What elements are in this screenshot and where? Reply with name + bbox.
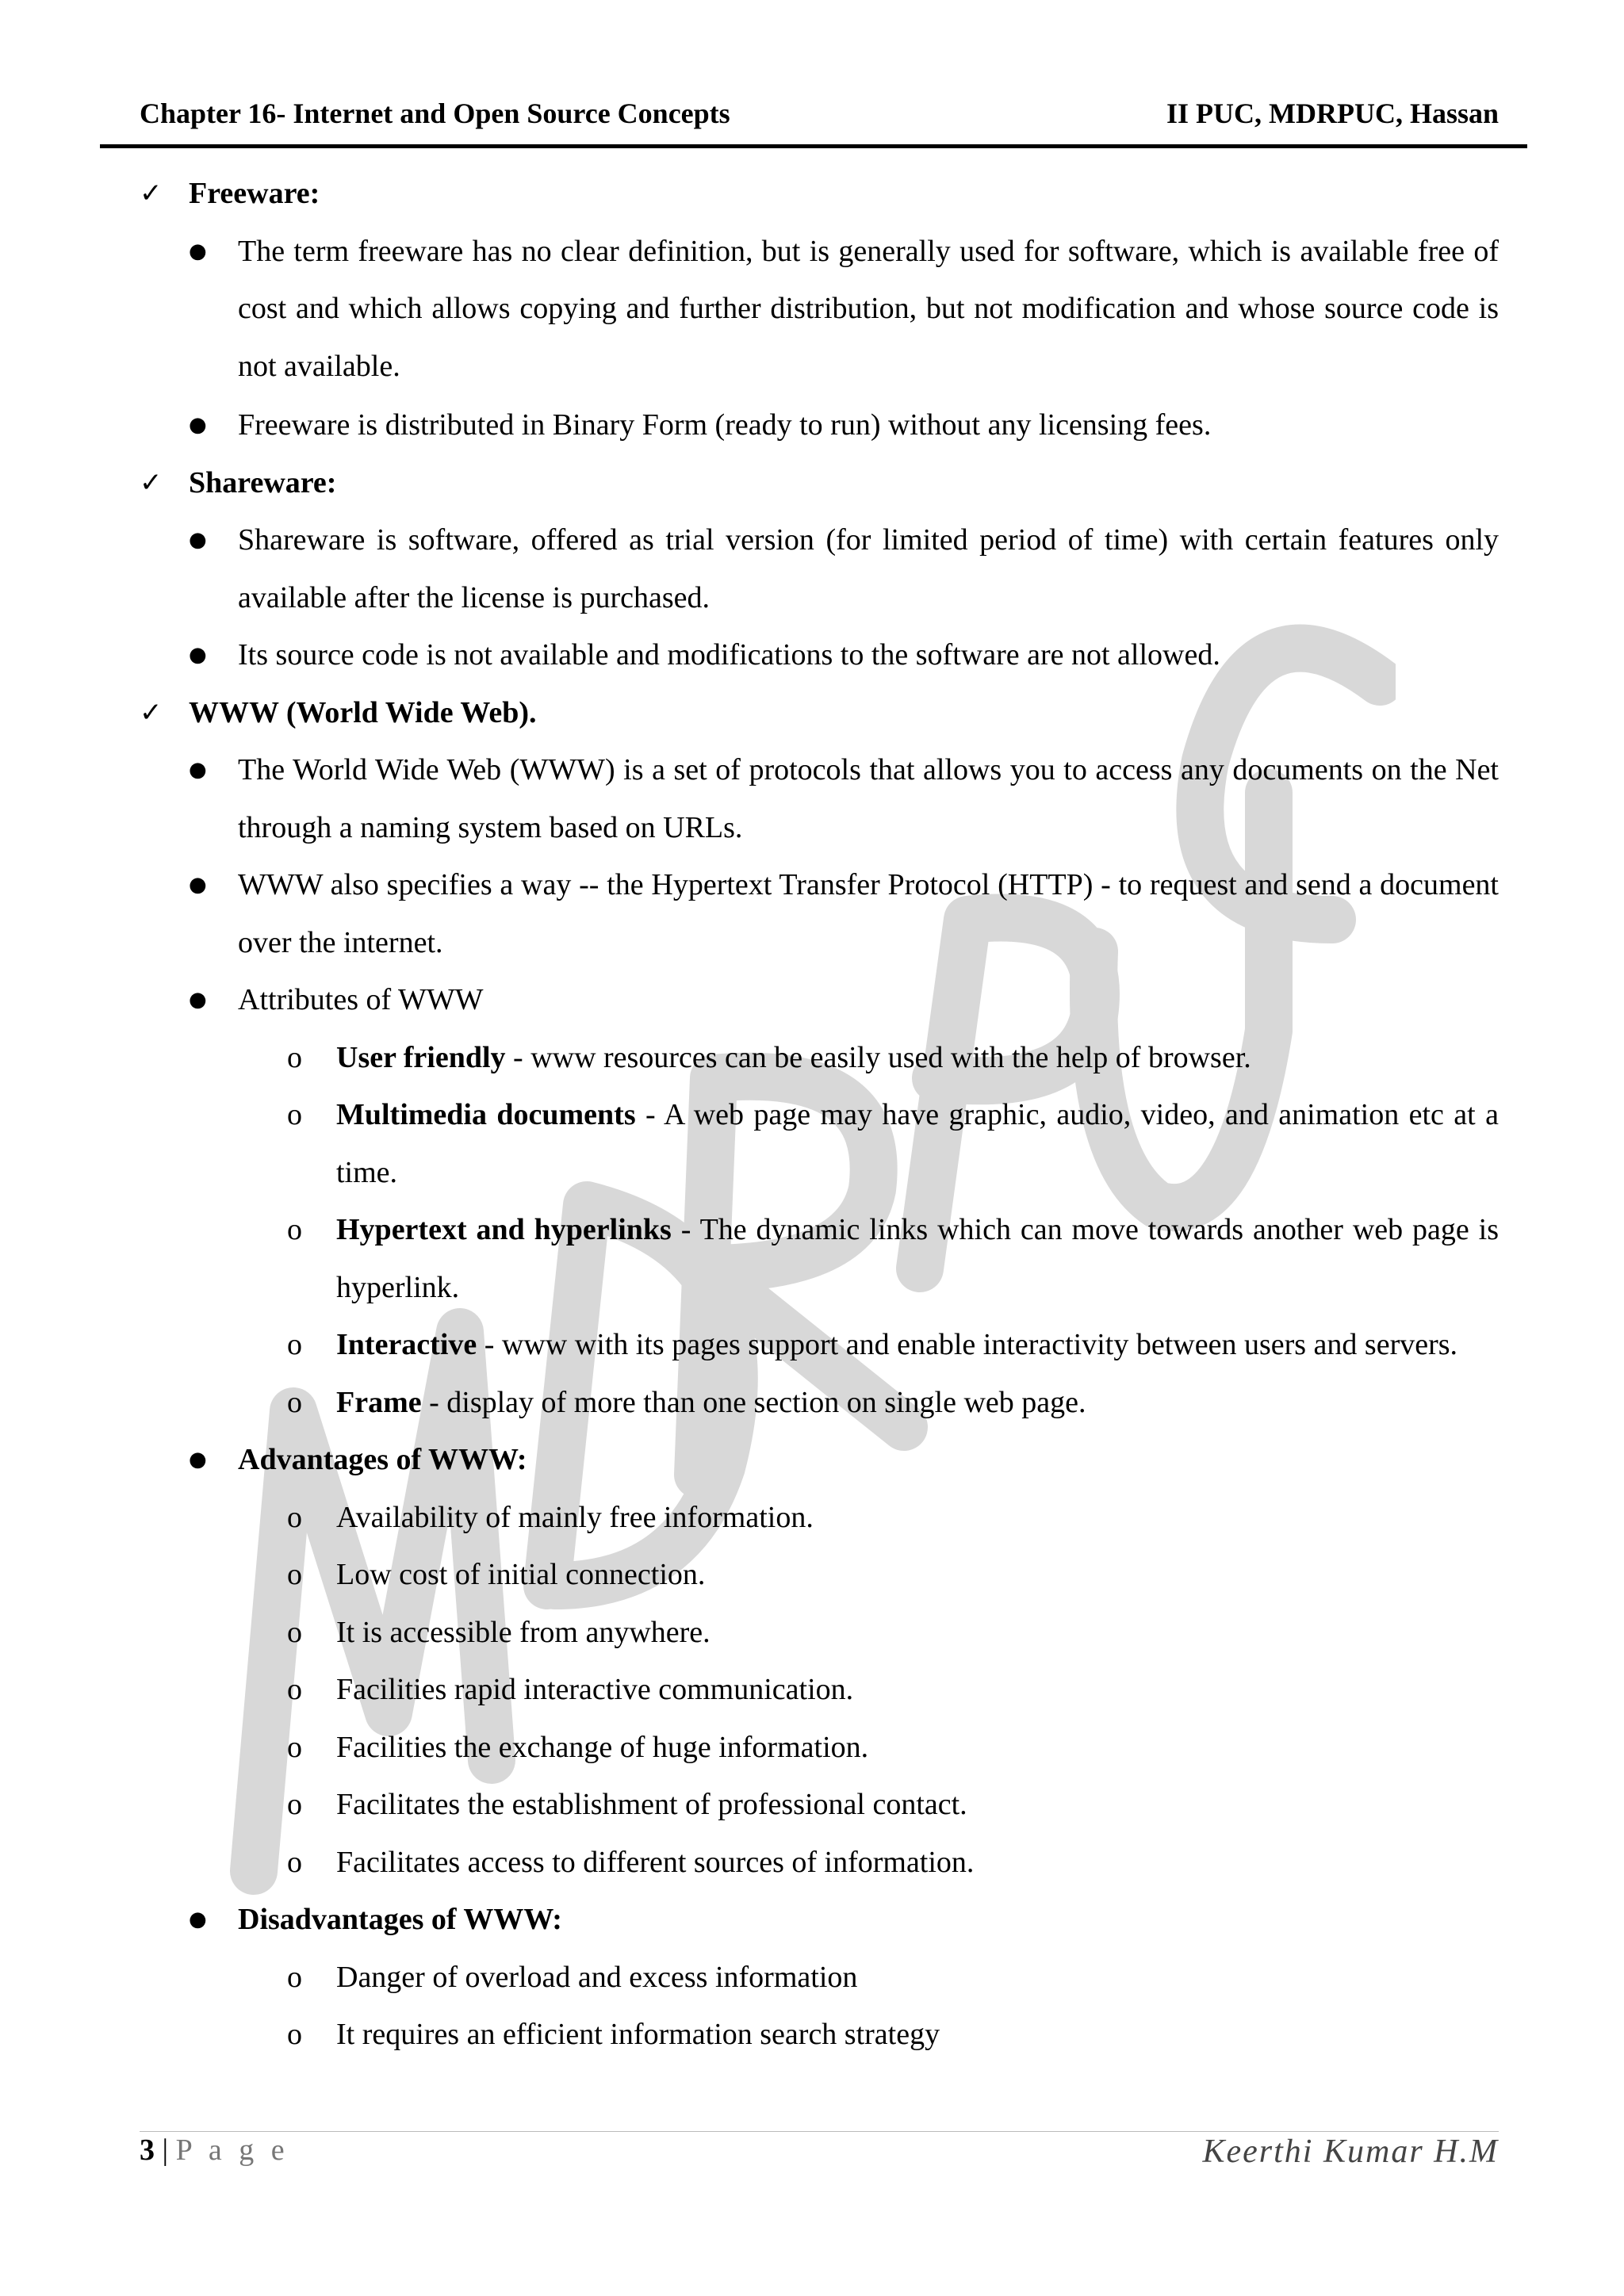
disadvantage-item: o Danger of overload and excess information <box>140 1949 1499 2007</box>
circle-bullet-icon: o <box>287 1788 302 1821</box>
circle-bullet-icon: o <box>287 1385 302 1419</box>
footer-divider <box>140 2131 1499 2132</box>
attribute-item: o Interactive - www with its pages support and enable interactivity between users and servers. <box>140 1316 1499 1374</box>
disadvantage-item: o It requires an efficient information search strategy <box>140 2006 1499 2064</box>
circle-bullet-icon: o <box>287 1558 302 1591</box>
circle-bullet-icon: o <box>287 1845 302 1879</box>
circle-bullet-icon: o <box>287 1500 302 1534</box>
circle-bullet-icon: o <box>287 1040 302 1074</box>
bullet-icon: ● <box>189 643 207 667</box>
page-number: 3 <box>140 2133 155 2167</box>
advantage-item: o Availability of mainly free information. <box>140 1489 1499 1547</box>
bullet-icon: ● <box>189 758 207 782</box>
bullet-icon: ● <box>189 1908 207 1931</box>
institute-name: II PUC, MDRPUC, Hassan <box>1166 98 1499 129</box>
circle-bullet-icon: o <box>287 1098 302 1131</box>
page-indicator: 3 | P a g e <box>140 2133 289 2167</box>
disadvantages-heading: ● Disadvantages of WWW: <box>140 1891 1499 1949</box>
advantage-item: o Facilitates the establishment of professional contact. <box>140 1776 1499 1834</box>
attribute-item: o Hypertext and hyperlinks - The dynamic links which can move towards another web page is hyperlink. <box>140 1201 1499 1316</box>
attribute-item: o Frame - display of more than one section on single web page. <box>140 1374 1499 1432</box>
section-www-heading: ✓ WWW (World Wide Web). <box>140 684 1499 742</box>
list-item: ● Shareware is software, offered as trial version (for limited period of time) with certain features only available after the license is purchased. <box>140 511 1499 626</box>
document-body <box>140 165 1499 2064</box>
page-word: P a g e <box>175 2133 289 2167</box>
circle-bullet-icon: o <box>287 1673 302 1706</box>
circle-bullet-icon: o <box>287 1730 302 1764</box>
page-footer <box>140 2133 1499 2180</box>
header-divider <box>100 144 1527 148</box>
section-freeware-heading: ✓ Freeware: <box>140 165 1499 223</box>
advantage-item: o Facilitates access to different sources of information. <box>140 1834 1499 1892</box>
list-item: ● Its source code is not available and modifications to the software are not allowed. <box>140 626 1499 684</box>
bullet-icon: ● <box>189 1448 207 1471</box>
attribute-item: o User friendly - www resources can be easily used with the help of browser. <box>140 1029 1499 1087</box>
page-header <box>140 97 1499 133</box>
checkmark-icon: ✓ <box>140 178 163 209</box>
list-item: ● Attributes of WWW <box>140 971 1499 1029</box>
checkmark-icon: ✓ <box>140 696 163 729</box>
bullet-icon: ● <box>189 528 207 552</box>
circle-bullet-icon: o <box>287 1615 302 1649</box>
bullet-icon: ● <box>189 988 207 1012</box>
list-item: ● WWW also specifies a way -- the Hypertext Transfer Protocol (HTTP) - to request and send a document over the internet. <box>140 856 1499 971</box>
circle-bullet-icon: o <box>287 1960 302 1994</box>
advantage-item: o It is accessible from anywhere. <box>140 1604 1499 1662</box>
list-item: ● The term freeware has no clear definition, but is generally used for software, which is available free of cost and which allows copying and further distribution, but not modification and whose source code is not available. <box>140 223 1499 396</box>
chapter-title: Chapter 16- Internet and Open Source Concepts <box>140 98 730 129</box>
section-shareware-heading: ✓ Shareware: <box>140 454 1499 512</box>
attribute-item: o Multimedia documents - A web page may have graphic, audio, video, and animation etc at a time. <box>140 1086 1499 1201</box>
advantages-heading: ● Advantages of WWW: <box>140 1431 1499 1489</box>
checkmark-icon: ✓ <box>140 466 163 499</box>
list-item: ● Freeware is distributed in Binary Form (ready to run) without any licensing fees. <box>140 396 1499 454</box>
circle-bullet-icon: o <box>287 2018 302 2051</box>
advantage-item: o Low cost of initial connection. <box>140 1546 1499 1604</box>
advantage-item: o Facilities the exchange of huge information. <box>140 1719 1499 1777</box>
bullet-icon: ● <box>189 413 207 437</box>
circle-bullet-icon: o <box>287 1213 302 1246</box>
list-item: ● The World Wide Web (WWW) is a set of protocols that allows you to access any documents on the Net through a naming system based on URLs. <box>140 741 1499 856</box>
bullet-icon: ● <box>189 239 207 263</box>
circle-bullet-icon: o <box>287 1328 302 1361</box>
bullet-icon: ● <box>189 873 207 897</box>
author-name: Keerthi Kumar H.M <box>1202 2133 1499 2170</box>
advantage-item: o Facilities rapid interactive communication. <box>140 1661 1499 1719</box>
